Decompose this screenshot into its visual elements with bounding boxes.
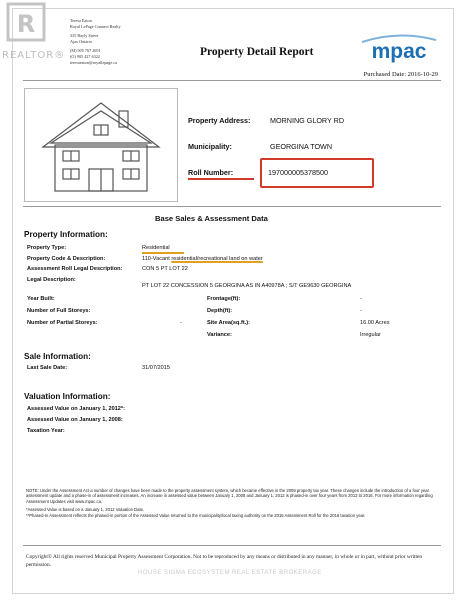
agent-address-line1: 335 Bayly Street <box>70 33 99 39</box>
municipality-label: Municipality: <box>188 142 232 151</box>
roll-label-underline <box>188 178 254 180</box>
roll-number-value: 197000005378500 <box>268 168 328 177</box>
last-sale-date-value: 31/07/2015 <box>142 365 170 371</box>
site-area-label: Site Area(sq.ft.): <box>207 320 250 326</box>
roll-number-label: Roll Number: <box>188 168 234 177</box>
year-built-label: Year Built: <box>27 296 55 302</box>
realtor-logo-icon <box>6 2 46 46</box>
assessment-note: NOTE: Under the Assessment Act a number of changes have been made to the property assessment system, which became effective in the 2009 property tax year. These changes include the introduction of a four year assessment update and a phase-in of assessment increases. An increase in assessed value between January 1, 2008 and January 1, 2012 is phased-in over four years from 2013 to 2016. For more information regarding Assessment Updates visit www.mpac.ca. <box>26 488 433 504</box>
property-type-value: Residential <box>142 245 170 251</box>
property-type-label: Property Type: <box>27 245 67 251</box>
base-data-heading: Base Sales & Assessment Data <box>155 214 268 223</box>
report-title: Property Detail Report <box>200 46 314 58</box>
agent-email: teresaeaton@royallepage.ca <box>70 59 117 65</box>
full-storeys-label: Number of Full Storeys: <box>27 308 91 314</box>
footer-watermark: HOUSE SIGMA ECOSYSTEM REAL ESTATE BROKERAGE <box>138 570 322 576</box>
assessed-2012-label: Assessed Value on January 1, 2012*: <box>27 406 125 412</box>
property-code-description: residential/recreational land on water <box>171 256 263 262</box>
roll-legal-value: CON 5 PT LOT 22 <box>142 266 188 272</box>
agent-name: Teresa Eaton <box>70 18 92 23</box>
taxation-year-label: Taxation Year: <box>27 428 65 434</box>
header-divider <box>23 80 441 81</box>
svg-text:R: R <box>16 10 36 38</box>
last-sale-date-label: Last Sale Date: <box>27 365 68 371</box>
legal-description-label: Legal Description: <box>27 277 76 283</box>
mpac-logo-text: mpac <box>371 40 427 63</box>
property-image-placeholder <box>24 88 178 202</box>
valuation-information-heading: Valuation Information: <box>24 392 111 401</box>
sale-information-heading: Sale Information: <box>24 352 91 361</box>
property-code-value: 110-Vacant residential/recreational land on water <box>142 256 263 262</box>
agent-contact-block <box>70 18 121 65</box>
site-area-value: 16.00 Acres <box>360 320 390 326</box>
property-code-label: Property Code & Description: <box>27 256 106 262</box>
depth-label: Depth(ft): <box>207 308 233 314</box>
partial-storeys-value: - <box>180 320 182 326</box>
property-address-label: Property Address: <box>188 116 251 125</box>
type-underline <box>142 252 184 254</box>
property-information-heading: Property Information: <box>24 230 108 239</box>
municipality-value: GEORGINA TOWN <box>270 142 333 151</box>
assessed-2008-label: Assessed Value on January 1, 2008: <box>27 417 123 423</box>
footer-divider <box>23 545 441 546</box>
depth-value: - <box>360 308 362 314</box>
mpac-logo <box>358 34 440 64</box>
agent-mobile: (M) 905 767 2691 <box>70 48 101 54</box>
assessed-value-note: *Assessed Value is based on a January 1, 2012 Valuation Date. <box>26 507 145 512</box>
section-divider <box>23 206 441 207</box>
agent-brokerage: Royal LePage Connect Realty <box>70 23 121 29</box>
variance-value: Irregular <box>360 332 381 338</box>
frontage-label: Frontage(ft): <box>207 296 241 302</box>
property-address-value: MORNING GLORY RD <box>270 116 345 125</box>
legal-description-value: PT LOT 22 CONCESSION 5 GEORGINA AS IN A40978A ; S/T GE9630 GEORGINA <box>142 283 352 289</box>
phased-in-note: **Phased-In Assessment reflects the phased-in portion of the Assessed Value returned to the municipality/local taxing authority on the 2015 Assessment Roll for the 2016 taxation year. <box>26 513 366 518</box>
roll-legal-label: Assessment Roll Legal Description: <box>27 266 123 272</box>
purchased-date: Purchased Date: 2016-10-29 <box>363 71 438 78</box>
agent-address-line2: Ajax Ontario <box>70 38 92 44</box>
realtor-watermark: REALTOR® <box>2 50 66 61</box>
variance-label: Variance: <box>207 332 232 338</box>
partial-storeys-label: Number of Partial Storeys: <box>27 320 98 326</box>
house-icon <box>25 89 177 201</box>
agent-office: (O) 905 427 6322 <box>70 53 100 59</box>
frontage-value: - <box>360 296 362 302</box>
copyright-notice: Copyright© All rights reserved Municipal Property Assessment Corporation. Not to be reproduced by any means or distributed in any manner, in whole or in part, without prior written permission. <box>26 554 423 568</box>
